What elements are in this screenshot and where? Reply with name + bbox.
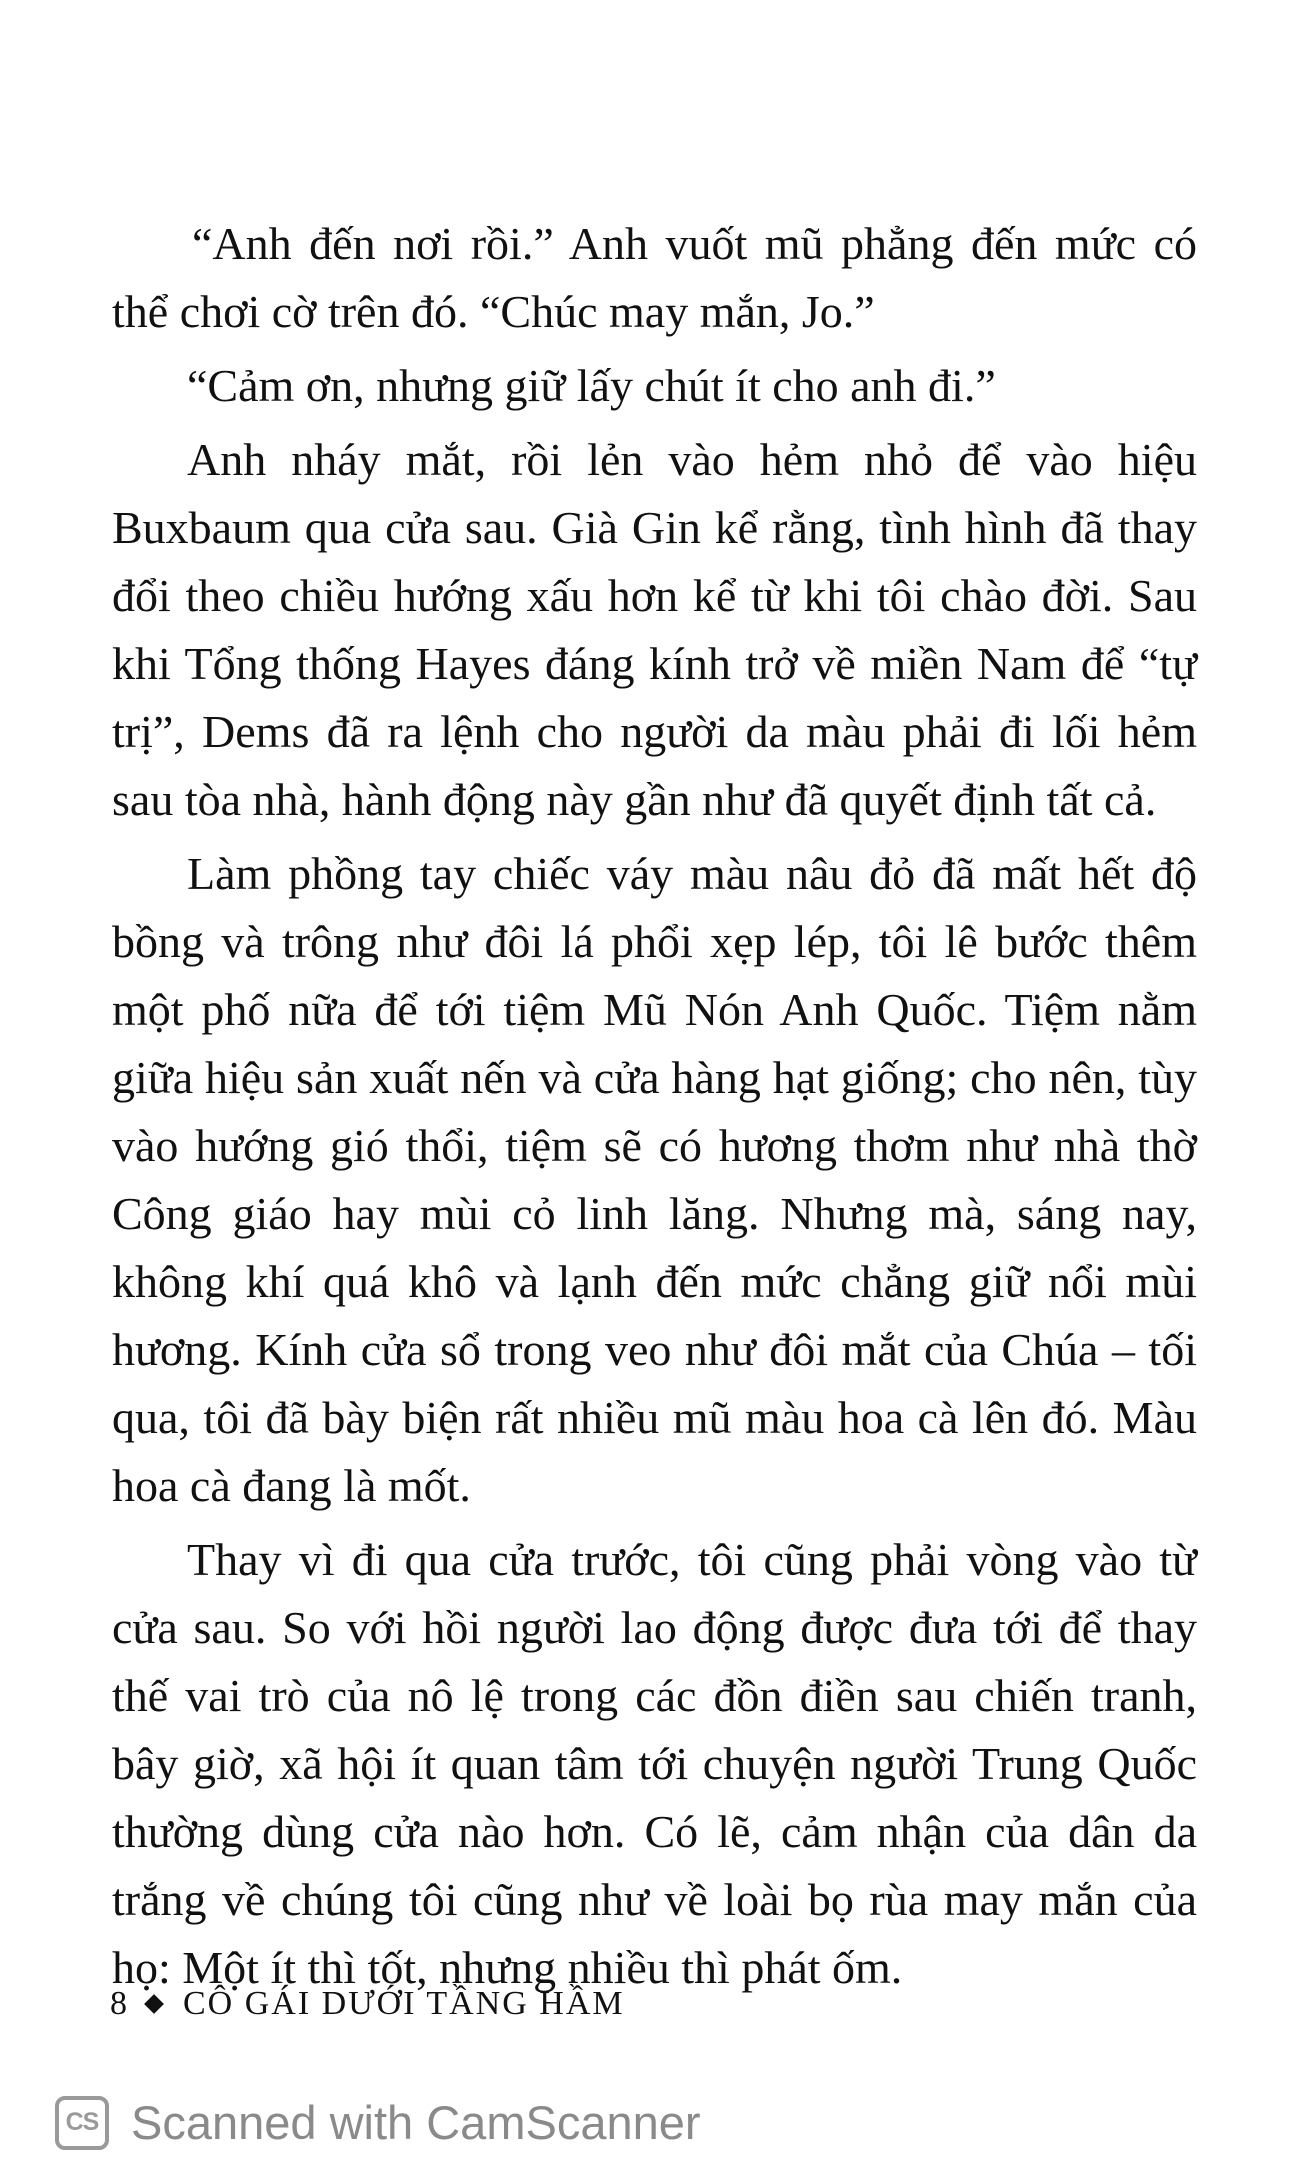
- page-body: [112, 210, 1197, 2002]
- page-number: 8: [110, 1985, 129, 2022]
- paragraph: Thay vì đi qua cửa trước, tôi cũng phải vòng vào từ cửa sau. So với hồi người lao động được đưa tới để thay thế vai trò của nô lệ trong các đồn điền sau chiến tranh, bây giờ, xã hội ít quan tâm tới chuyện người Trung Quốc thường dùng cửa nào hơn. Có lẽ, cảm nhận của dân da trắng về chúng tôi cũng như về loài bọ rùa may mắn của họ: Một ít thì tốt, nhưng nhiều thì phát ốm.: [112, 1534, 1197, 1993]
- camscanner-watermark: [55, 2095, 701, 2150]
- paragraph: “Anh đến nơi rồi.” Anh vuốt mũ phẳng đến mức có thể chơi cờ trên đó. “Chúc may mắn, Jo.”: [112, 218, 1197, 337]
- camscanner-logo-icon: CS: [55, 2096, 109, 2150]
- watermark-text: Scanned with CamScanner: [131, 2096, 701, 2149]
- paragraph: Làm phồng tay chiếc váy màu nâu đỏ đã mất hết độ bồng và trông như đôi lá phổi xẹp lép, tôi lê bước thêm một phố nữa để tới tiệm Mũ Nón Anh Quốc. Tiệm nằm giữa hiệu sản xuất nến và cửa hàng hạt giống; cho nên, tùy vào hướng gió thổi, tiệm sẽ có hương thơm như nhà thờ Công giáo hay mùi cỏ linh lăng. Nhưng mà, sáng nay, không khí quá khô và lạnh đến mức chẳng giữ nổi mùi hương. Kính cửa sổ trong veo như đôi mắt của Chúa – tối qua, tôi đã bày biện rất nhiều mũ màu hoa cà lên đó. Màu hoa cà đang là mốt.: [112, 848, 1197, 1511]
- paragraph: Anh nháy mắt, rồi lẻn vào hẻm nhỏ để vào hiệu Buxbaum qua cửa sau. Già Gin kể rằng, tình hình đã thay đổi theo chiều hướng xấu hơn kể từ khi tôi chào đời. Sau khi Tổng thống Hayes đáng kính trở về miền Nam để “tự trị”, Dems đã ra lệnh cho người da màu phải đi lối hẻm sau tòa nhà, hành động này gần như đã quyết định tất cả.: [112, 434, 1197, 825]
- page-footer: [110, 1985, 625, 2023]
- book-title: CÔ GÁI DƯỚI TẦNG HẦM: [183, 1985, 625, 2022]
- diamond-icon: [144, 1994, 164, 2014]
- paragraph: “Cảm ơn, nhưng giữ lấy chút ít cho anh đi.”: [187, 360, 996, 411]
